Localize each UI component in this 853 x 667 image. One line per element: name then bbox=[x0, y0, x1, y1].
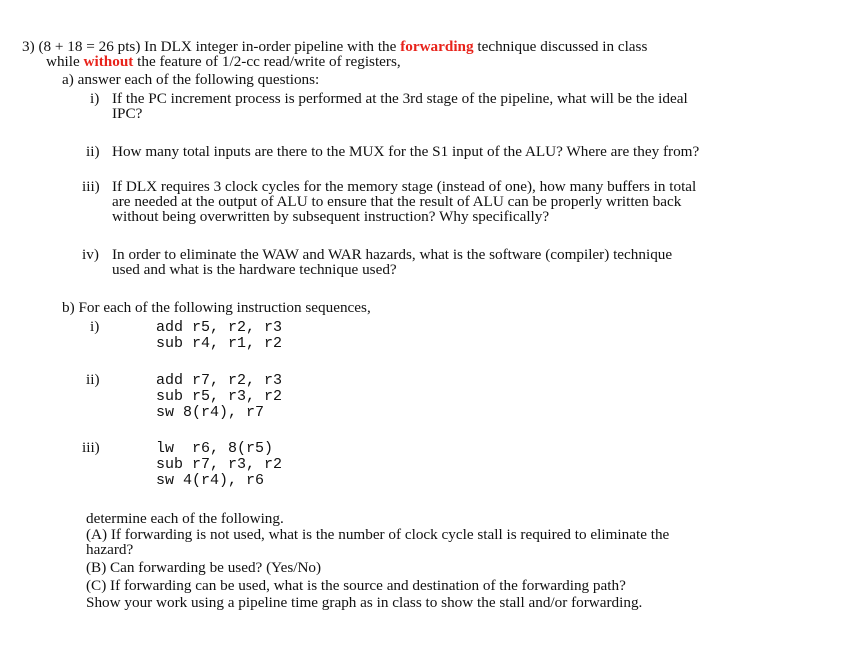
part-a-item-1-line-2: IPC? bbox=[112, 105, 143, 122]
sequence-2-number: ii) bbox=[86, 371, 100, 388]
question-number: 3) bbox=[22, 38, 35, 55]
sequence-3-code-line-3: sw 4(r4), r6 bbox=[156, 472, 265, 489]
part-a-item-1-number: i) bbox=[90, 90, 100, 107]
part-a-heading bbox=[62, 72, 319, 87]
sequence-3-code-line-2: sub r7, r3, r2 bbox=[156, 456, 283, 473]
question-line-1-end: technique discussed in class bbox=[477, 38, 648, 55]
question-line-2 bbox=[46, 54, 401, 69]
part-a-label: a) bbox=[62, 71, 74, 88]
part-b-intro: For each of the following instruction sequences, bbox=[78, 299, 371, 316]
question-line-2-start: while bbox=[46, 53, 80, 70]
part-a-item-3-line-3: without being overwritten by subsequent instruction? Why specifically? bbox=[112, 208, 550, 225]
without-highlight: without bbox=[83, 53, 134, 70]
part-a-item-4-line-2: used and what is the hardware technique used? bbox=[112, 261, 397, 278]
part-a-item-3-line-2: are needed at the output of ALU to ensure that the result of ALU can be properly written back bbox=[112, 193, 682, 210]
part-a-item-3-number: iii) bbox=[82, 178, 100, 195]
determine-intro: determine each of the following. bbox=[86, 510, 284, 527]
question-C: (C) If forwarding can be used, what is the source and destination of the forwarding path? bbox=[86, 577, 626, 594]
sequence-1-code-line-1: add r5, r2, r3 bbox=[156, 319, 283, 336]
show-work-instruction: Show your work using a pipeline time graph as in class to show the stall and/or forwarding. bbox=[86, 594, 643, 611]
sequence-2-code-line-2: sub r5, r3, r2 bbox=[156, 388, 283, 405]
part-a-item-2-line-1: How many total inputs are there to the MUX for the S1 input of the ALU? Where are they from? bbox=[112, 143, 700, 160]
sequence-2-code-line-1: add r7, r2, r3 bbox=[156, 372, 283, 389]
part-a-item-1-line-1: If the PC increment process is performed at the 3rd stage of the pipeline, what will be the ideal bbox=[112, 90, 688, 107]
sequence-3-code-line-1: lw r6, 8(r5) bbox=[156, 440, 274, 457]
sequence-1-code-line-2: sub r4, r1, r2 bbox=[156, 335, 283, 352]
question-line-1 bbox=[22, 39, 815, 54]
part-a-item-2-number: ii) bbox=[86, 143, 100, 160]
part-a-item-4-line-1: In order to eliminate the WAW and WAR hazards, what is the software (compiler) technique bbox=[112, 246, 673, 263]
forwarding-highlight: forwarding bbox=[400, 38, 474, 55]
part-b-heading bbox=[62, 300, 371, 315]
sequence-3-number: iii) bbox=[82, 439, 100, 456]
question-A-line-1: (A) If forwarding is not used, what is the number of clock cycle stall is required to eliminate the bbox=[86, 526, 670, 543]
question-B: (B) Can forwarding be used? (Yes/No) bbox=[86, 559, 322, 576]
question-points: (8 + 18 = 26 pts) In DLX integer in-order pipeline with the bbox=[38, 38, 397, 55]
sequence-2-code-line-3: sw 8(r4), r7 bbox=[156, 404, 265, 421]
question-A-line-2: hazard? bbox=[86, 541, 134, 558]
part-b-label: b) bbox=[62, 299, 75, 316]
question-line-2-end: the feature of 1/2-cc read/write of registers, bbox=[137, 53, 401, 70]
part-a-item-3-line-1: If DLX requires 3 clock cycles for the memory stage (instead of one), how many buffers in total bbox=[112, 178, 697, 195]
sequence-1-number: i) bbox=[90, 318, 100, 335]
part-a-item-4-number: iv) bbox=[82, 246, 99, 263]
part-a-intro: answer each of the following questions: bbox=[77, 71, 320, 88]
